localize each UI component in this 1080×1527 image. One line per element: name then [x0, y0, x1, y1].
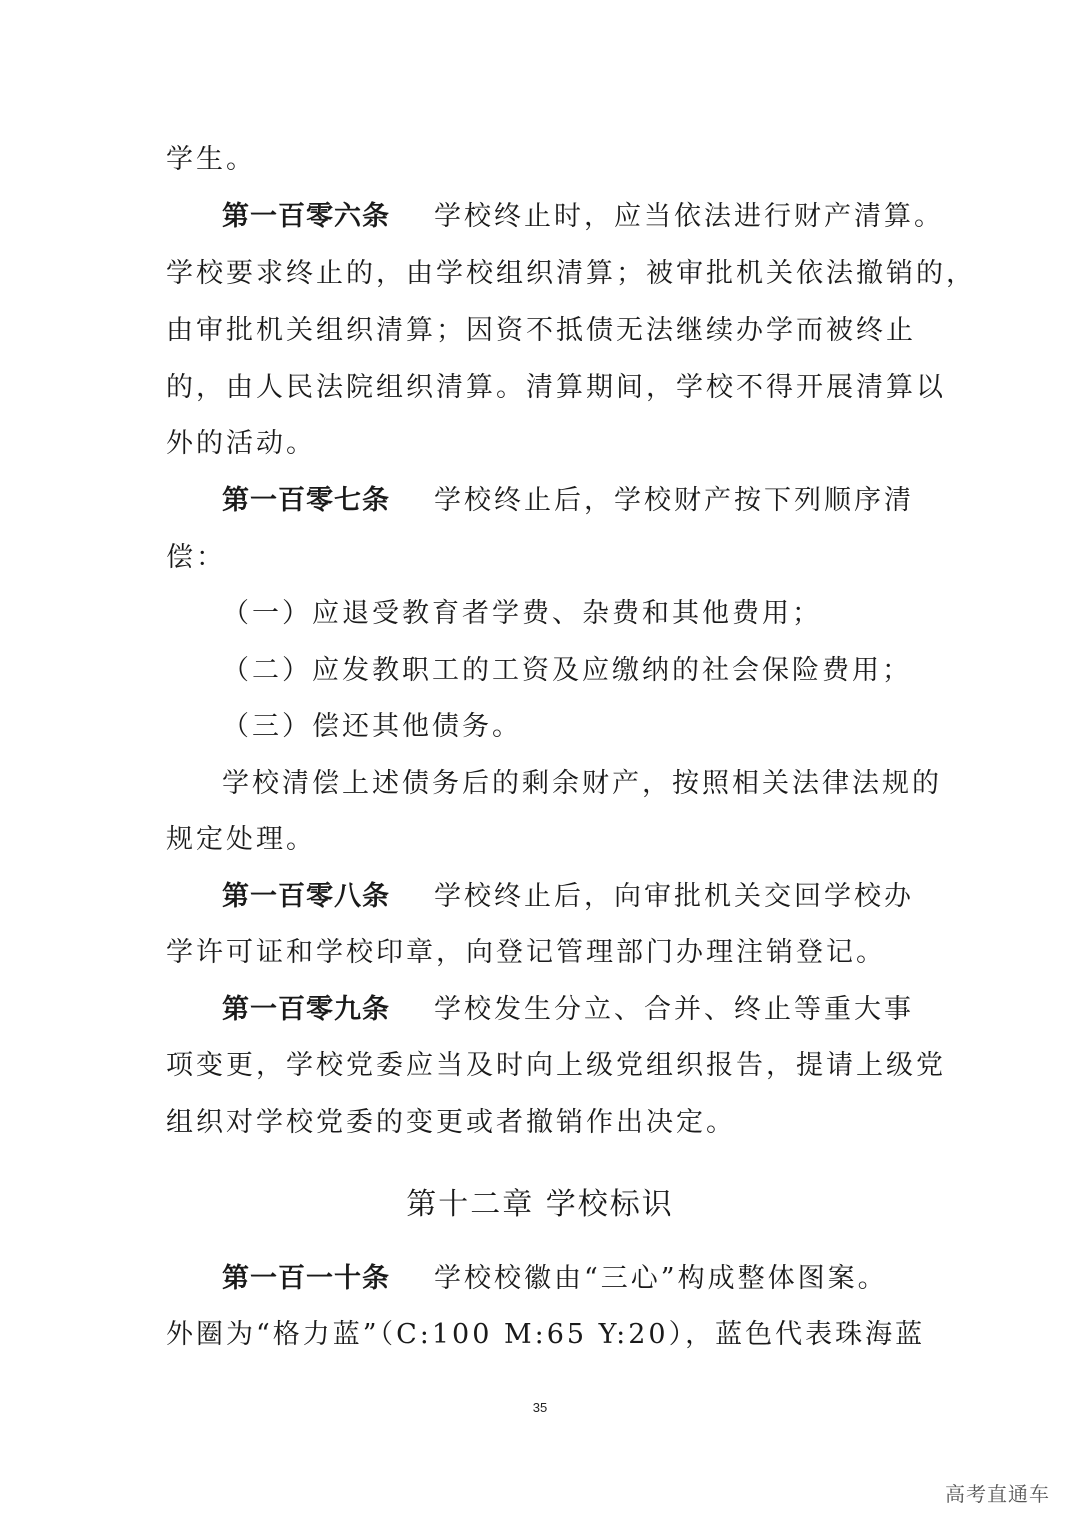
paragraph-line: 学生。 — [166, 144, 256, 175]
article-106-line-2: 学校要求终止的，由学校组织清算；被审批机关依法撤销的， — [166, 258, 976, 289]
article-106-line-4: 的，由人民法院组织清算。清算期间，学校不得开展清算以 — [166, 372, 946, 403]
article-106-line-5: 外的活动。 — [166, 428, 316, 459]
article-108-line-2: 学许可证和学校印章，向登记管理部门办理注销登记。 — [166, 937, 886, 968]
article-110-text: 学校校徽由“三心”构成整体图案。 — [434, 1263, 888, 1294]
remainder-line-1: 学校清偿上述债务后的剩余财产，按照相关法律法规的 — [222, 768, 942, 799]
remainder-line-2: 规定处理。 — [166, 824, 316, 855]
article-106-heading: 第一百零六条 — [222, 201, 390, 232]
article-108-text: 学校终止后，向审批机关交回学校办 — [434, 881, 914, 912]
chapter-title: 第十二章 学校标识 — [406, 1187, 674, 1222]
article-110-heading: 第一百一十条 — [222, 1263, 390, 1294]
article-108-heading: 第一百零八条 — [222, 881, 390, 912]
article-109-line-3: 组织对学校党委的变更或者撤销作出决定。 — [166, 1107, 736, 1138]
page-number: 35 — [532, 1400, 548, 1415]
article-110-line-2: 外圈为“格力蓝”（C:100 M:65 Y:20），蓝色代表珠海蓝 — [166, 1319, 926, 1350]
article-109-line-2: 项变更，学校党委应当及时向上级党组织报告，提请上级党 — [166, 1050, 946, 1081]
list-item-3: （三）偿还其他债务。 — [222, 711, 522, 742]
article-106-line-1 — [222, 200, 982, 234]
article-106-text: 学校终止时，应当依法进行财产清算。 — [434, 201, 944, 232]
article-107-text: 学校终止后，学校财产按下列顺序清 — [434, 485, 914, 516]
article-109-line-1 — [222, 993, 982, 1027]
article-107-line-1 — [222, 484, 982, 518]
article-107-line-2: 偿： — [166, 542, 226, 573]
article-108-line-1 — [222, 880, 982, 914]
watermark: 高考直通车 — [945, 1482, 1050, 1506]
list-item-1: （一）应退受教育者学费、杂费和其他费用； — [222, 598, 822, 629]
article-106-line-3: 由审批机关组织清算；因资不抵债无法继续办学而被终止 — [166, 315, 916, 346]
article-109-text: 学校发生分立、合并、终止等重大事 — [434, 994, 914, 1025]
article-109-heading: 第一百零九条 — [222, 994, 390, 1025]
article-110-line-1 — [222, 1262, 982, 1296]
article-107-heading: 第一百零七条 — [222, 485, 390, 516]
list-item-2: （二）应发教职工的工资及应缴纳的社会保险费用； — [222, 655, 912, 686]
